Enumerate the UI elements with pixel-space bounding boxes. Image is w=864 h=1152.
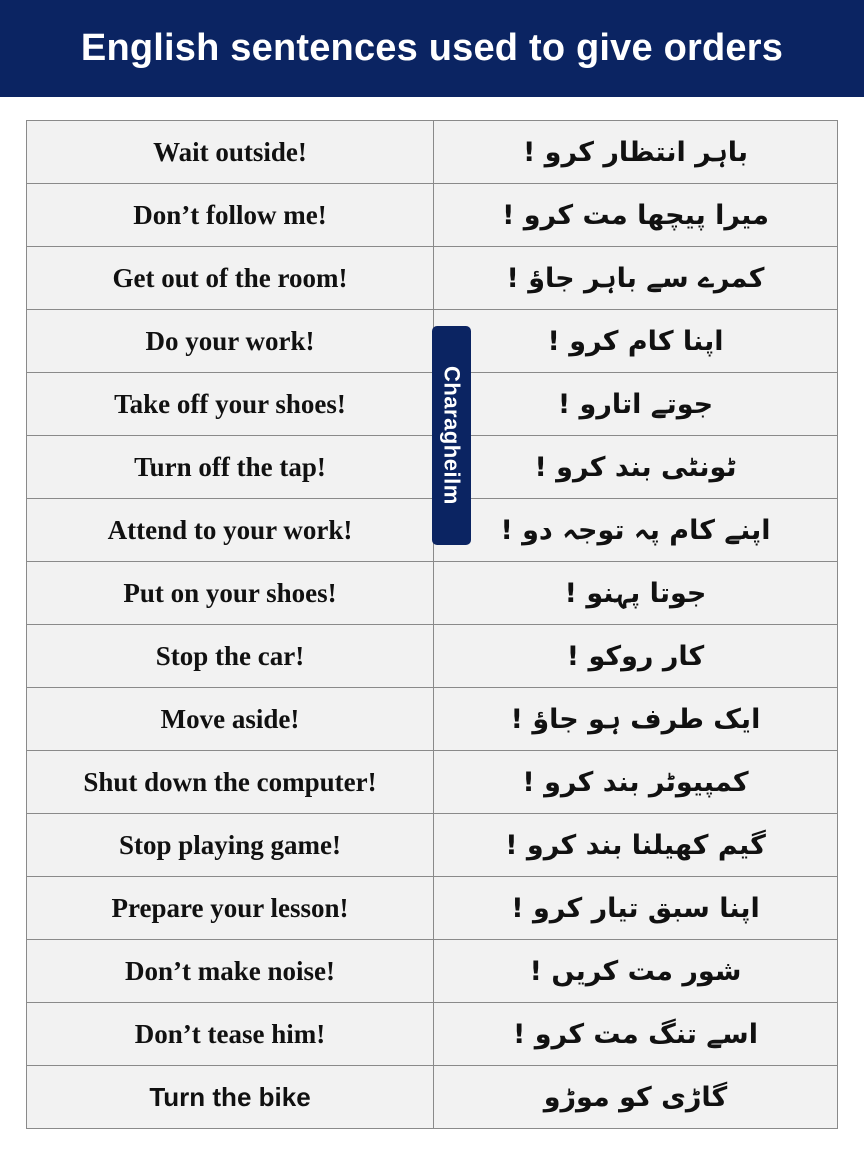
english-sentence: Shut down the computer!	[27, 751, 434, 814]
english-sentence: Turn off the tap!	[27, 436, 434, 499]
english-sentence: Turn the bike	[27, 1066, 434, 1129]
phrase-table	[26, 120, 838, 1129]
urdu-translation: کمپیوٹر بند کرو !	[434, 751, 838, 814]
english-sentence: Don’t make noise!	[27, 940, 434, 1003]
urdu-translation: اسے تنگ مت کرو !	[434, 1003, 838, 1066]
urdu-translation: ٹونٹی بند کرو !	[434, 436, 838, 499]
urdu-translation: اپنا سبق تیار کرو !	[434, 877, 838, 940]
phrase-table-body	[27, 121, 838, 1129]
urdu-translation: ایک طرف ہو جاؤ !	[434, 688, 838, 751]
urdu-translation: میرا پیچھا مت کرو !	[434, 184, 838, 247]
table-row	[27, 625, 838, 688]
table-row	[27, 247, 838, 310]
urdu-translation: باہر انتظار کرو !	[434, 121, 838, 184]
english-sentence: Stop the car!	[27, 625, 434, 688]
table-row	[27, 184, 838, 247]
table-row	[27, 814, 838, 877]
urdu-translation: شور مت کریں !	[434, 940, 838, 1003]
urdu-translation: کار روکو !	[434, 625, 838, 688]
table-row	[27, 688, 838, 751]
urdu-translation: گاڑی کو موڑو	[434, 1066, 838, 1129]
english-sentence: Move aside!	[27, 688, 434, 751]
english-sentence: Do your work!	[27, 310, 434, 373]
english-sentence: Don’t tease him!	[27, 1003, 434, 1066]
english-sentence: Don’t follow me!	[27, 184, 434, 247]
table-row	[27, 1066, 838, 1129]
urdu-translation: اپنے کام پہ توجہ دو !	[434, 499, 838, 562]
english-sentence: Prepare your lesson!	[27, 877, 434, 940]
table-row	[27, 751, 838, 814]
english-sentence: Wait outside!	[27, 121, 434, 184]
table-row	[27, 121, 838, 184]
table-row	[27, 940, 838, 1003]
urdu-translation: اپنا کام کرو !	[434, 310, 838, 373]
table-row	[27, 562, 838, 625]
english-sentence: Put on your shoes!	[27, 562, 434, 625]
urdu-translation: جوتا پہنو !	[434, 562, 838, 625]
urdu-translation: کمرے سے باہر جاؤ !	[434, 247, 838, 310]
table-row	[27, 1003, 838, 1066]
english-sentence: Attend to your work!	[27, 499, 434, 562]
urdu-translation: جوتے اتارو !	[434, 373, 838, 436]
english-sentence: Take off your shoes!	[27, 373, 434, 436]
watermark-badge	[432, 326, 471, 545]
english-sentence: Stop playing game!	[27, 814, 434, 877]
watermark-text: Charagheilm	[439, 366, 465, 505]
urdu-translation: گیم کھیلنا بند کرو !	[434, 814, 838, 877]
table-row	[27, 877, 838, 940]
english-sentence: Get out of the room!	[27, 247, 434, 310]
page-title: English sentences used to give orders	[0, 0, 864, 97]
